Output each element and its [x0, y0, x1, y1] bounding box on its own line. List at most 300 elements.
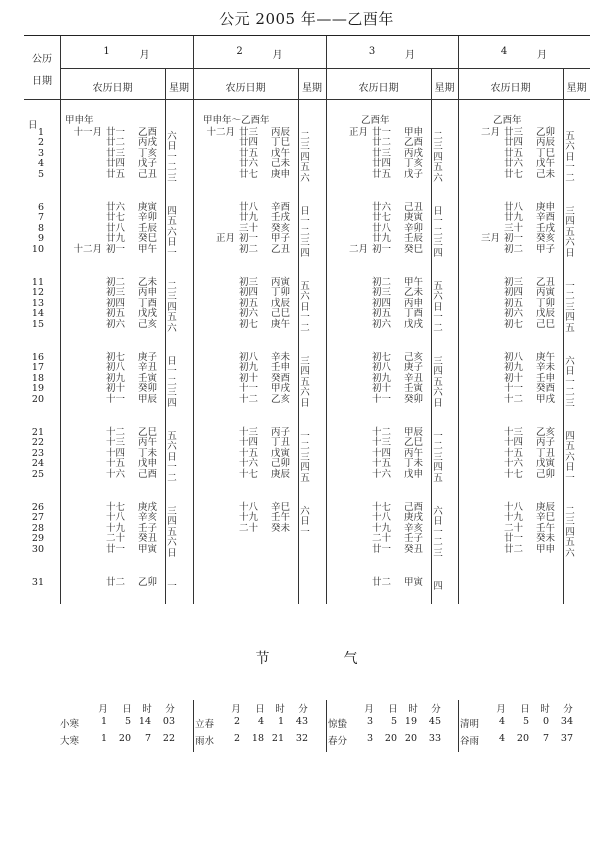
header-xingqi: 星期: [434, 83, 455, 94]
lunar-day: 十三: [372, 437, 392, 449]
jieqi-name: 春分: [328, 736, 348, 747]
lunar-month-label: 二月: [480, 127, 500, 138]
weekday: 一: [433, 312, 443, 324]
ganzhi: 壬戌: [271, 212, 291, 224]
lunar-day: 廿八: [106, 222, 126, 234]
solar-day: 28: [31, 522, 44, 534]
jieqi-value: 37: [560, 733, 573, 744]
lunar-day: 十七: [372, 502, 392, 513]
ganzhi: 癸亥: [536, 233, 556, 245]
solar-day: 25: [31, 468, 44, 480]
month-unit: 月: [139, 50, 150, 61]
ganzhi: 癸酉: [271, 372, 291, 384]
weekday: 二: [300, 322, 310, 334]
jieqi-title: 节 气: [255, 651, 388, 667]
ganzhi: 甲申: [536, 543, 556, 555]
lunar-day: 初六: [106, 318, 126, 330]
ganzhi: 庚戌: [404, 512, 424, 524]
ganzhi: 辛巳: [536, 512, 556, 524]
ganzhi: 丙寅: [536, 287, 556, 299]
header-xingqi: 星期: [169, 83, 189, 94]
lunar-day: 初一: [504, 233, 524, 245]
ganzhi: 癸丑: [138, 533, 158, 545]
weekday: 四: [167, 206, 177, 217]
ganzhi: 戊辰: [536, 308, 556, 320]
ganzhi: 庚申: [271, 168, 291, 180]
header-gongli: 公历: [32, 54, 52, 65]
lunar-day: 廿一: [106, 543, 126, 555]
lunar-day: 十三: [239, 427, 259, 438]
lunar-day: 廿七: [239, 168, 259, 180]
weekday: 六: [300, 387, 310, 399]
lunar-day: 十一: [239, 383, 259, 395]
weekday: 一: [565, 281, 575, 292]
jieqi-header: 日: [122, 704, 132, 715]
weekday: 六: [167, 226, 177, 238]
lunar-day: 廿二: [372, 577, 392, 588]
weekday: 四: [565, 216, 575, 228]
ganzhi: 癸亥: [271, 222, 291, 234]
ganzhi: 乙卯: [138, 577, 158, 588]
weekday: 日: [300, 516, 310, 528]
ganzhi: 丙戌: [404, 147, 424, 159]
jieqi-value: 20: [404, 733, 417, 744]
weekday: 三: [167, 387, 177, 399]
weekday: 五: [167, 526, 177, 538]
ganzhi: 辛酉: [536, 212, 556, 224]
weekday: 三: [300, 237, 310, 249]
ganzhi: 丁卯: [271, 287, 291, 299]
ganzhi: 乙未: [404, 287, 424, 299]
ganzhi: 戊子: [404, 168, 424, 180]
lunar-day: 廿五: [504, 147, 524, 159]
ganzhi: 乙丑: [271, 243, 291, 255]
weekday: 日: [300, 206, 310, 217]
ganzhi: 辛未: [536, 362, 556, 374]
weekday: 日: [167, 356, 177, 367]
header-riqi: 日期: [32, 76, 52, 87]
jieqi-name: 雨水: [195, 736, 215, 747]
ganzhi: 己未: [271, 158, 291, 170]
weekday: 二: [565, 506, 575, 517]
month-number: 2: [236, 46, 243, 57]
ganzhi: 甲辰: [404, 427, 424, 438]
solar-day: 8: [37, 222, 44, 234]
weekday: 三: [565, 206, 575, 217]
weekday: 六: [433, 387, 443, 399]
weekday: 五: [300, 162, 310, 174]
weekday: 日: [300, 301, 310, 313]
lunar-day: 十九: [239, 512, 259, 524]
ganzhi: 丁亥: [138, 147, 158, 159]
ganzhi: 辛酉: [271, 202, 291, 213]
lunar-day: 初三: [239, 277, 259, 288]
jieqi-value: 33: [428, 733, 441, 744]
lunar-day: 廿九: [239, 212, 259, 224]
lunar-day: 十五: [106, 458, 126, 470]
lunar-day: 廿三: [106, 147, 126, 159]
solar-day: 11: [31, 277, 44, 288]
jieqi-header: 分: [431, 704, 441, 715]
weekday: 六: [300, 172, 310, 184]
ganzhi: 己亥: [138, 318, 158, 330]
ganzhi: 戊申: [404, 468, 424, 480]
lunar-day: 初四: [504, 287, 524, 299]
weekday: 一: [167, 151, 177, 163]
weekday: 三: [300, 141, 310, 153]
ganzhi: 己卯: [536, 468, 556, 480]
lunar-day: 廿四: [106, 158, 126, 170]
lunar-year: 乙酉年: [361, 115, 390, 126]
lunar-day: 十六: [372, 468, 392, 480]
weekday: 二: [433, 131, 443, 142]
solar-day: 9: [37, 233, 44, 245]
solar-day: 1: [37, 127, 44, 138]
weekday: 一: [167, 581, 177, 592]
jieqi-value: 5: [522, 716, 529, 727]
jieqi-value: 20: [516, 733, 529, 744]
jieqi-header: 月: [231, 704, 241, 715]
ganzhi: 甲午: [404, 277, 424, 288]
weekday: 六: [167, 131, 177, 142]
jieqi-header: 月: [364, 704, 374, 715]
ganzhi: 己亥: [404, 352, 424, 363]
weekday: 五: [565, 537, 575, 549]
jieqi-value: 19: [404, 716, 417, 727]
jieqi-value: 20: [384, 733, 397, 744]
ganzhi: 己酉: [404, 502, 424, 513]
lunar-day: 初二: [239, 243, 259, 255]
ganzhi: 乙酉: [138, 127, 158, 138]
weekday: 二: [433, 441, 443, 453]
weekday: 六: [167, 537, 177, 549]
lunar-day: 初八: [372, 362, 392, 374]
jieqi-value: 3: [366, 716, 373, 727]
jieqi-value: 0: [542, 716, 549, 727]
lunar-year: 甲申年～乙酉年: [203, 115, 270, 126]
ganzhi: 丁亥: [404, 158, 424, 170]
ganzhi: 己丑: [138, 168, 158, 180]
weekday: 四: [433, 462, 443, 474]
weekday: 一: [167, 366, 177, 378]
jieqi-divider: [458, 700, 459, 752]
lunar-day: 十七: [106, 502, 126, 513]
ganzhi: 壬戌: [536, 222, 556, 234]
ganzhi: 戊戌: [404, 318, 424, 330]
weekday: 日: [433, 206, 443, 217]
ganzhi: 庚申: [536, 202, 556, 213]
lunar-day: 二十: [372, 533, 392, 545]
ganzhi: 甲子: [271, 233, 291, 245]
jieqi-value: 7: [542, 733, 549, 744]
lunar-day: 廿七: [504, 168, 524, 180]
ganzhi: 癸巳: [138, 233, 158, 245]
weekday: 日: [565, 151, 575, 163]
solar-day: 29: [31, 533, 44, 545]
weekday: 六: [433, 506, 443, 517]
lunar-month-label: 十一月: [73, 127, 102, 138]
lunar-day: 初二: [372, 277, 392, 288]
weekday: 二: [167, 376, 177, 388]
ganzhi: 戊辰: [271, 297, 291, 309]
lunar-day: 初十: [106, 383, 126, 395]
ganzhi: 戊戌: [138, 308, 158, 320]
jieqi-divider: [193, 700, 194, 752]
weekday: 三: [300, 356, 310, 367]
ganzhi: 甲寅: [404, 577, 424, 588]
ganzhi: 壬寅: [404, 383, 424, 395]
weekday: 五: [167, 312, 177, 324]
lunar-day: 初九: [504, 362, 524, 374]
weekday: 日: [433, 301, 443, 313]
jieqi-divider: [326, 700, 327, 752]
lunar-day: 初二: [106, 277, 126, 288]
lunar-day: 廿一: [372, 127, 392, 138]
lunar-day: 廿二: [372, 137, 392, 149]
ganzhi: 丙申: [404, 297, 424, 309]
header-rule: [60, 68, 590, 69]
lunar-day: 初三: [372, 287, 392, 299]
lunar-day: 初五: [504, 297, 524, 309]
ganzhi: 癸未: [271, 522, 291, 534]
lunar-day: 初八: [239, 352, 259, 363]
lunar-day: 十八: [372, 512, 392, 524]
weekday: 四: [565, 526, 575, 538]
month-unit: 月: [272, 50, 283, 61]
weekday: 日: [565, 247, 575, 259]
jieqi-header: 时: [275, 704, 285, 715]
ganzhi: 辛丑: [138, 362, 158, 374]
ganzhi: 庚辰: [536, 502, 556, 513]
solar-day: 15: [31, 318, 44, 330]
lunar-day: 初九: [106, 372, 126, 384]
lunar-day: 初五: [372, 308, 392, 320]
lunar-day: 初六: [372, 318, 392, 330]
weekday: 二: [433, 322, 443, 334]
lunar-day: 廿四: [372, 158, 392, 170]
lunar-day: 初三: [504, 277, 524, 288]
lunar-year: 甲申年: [65, 115, 94, 126]
jieqi-header: 分: [563, 704, 573, 715]
month-unit: 月: [537, 50, 547, 61]
jieqi-name: 小寒: [60, 719, 80, 730]
weekday: 三: [167, 506, 177, 517]
lunar-day: 廿九: [504, 212, 524, 224]
ganzhi: 丙申: [138, 287, 158, 299]
weekday: 五: [433, 376, 443, 388]
lunar-day: 十八: [106, 512, 126, 524]
solar-day: 2: [37, 137, 44, 149]
ganzhi: 戊寅: [536, 458, 556, 470]
ganzhi: 甲寅: [138, 543, 158, 555]
jieqi-header: 时: [540, 704, 550, 715]
lunar-day: 初六: [504, 308, 524, 320]
weekday: 四: [565, 312, 575, 324]
solar-day: 18: [31, 372, 44, 384]
ganzhi: 丙午: [404, 447, 424, 459]
lunar-day: 廿一: [372, 543, 392, 555]
jieqi-value: 2: [233, 716, 240, 727]
lunar-day: 初五: [239, 297, 259, 309]
weekday: 三: [433, 451, 443, 463]
lunar-day: 初九: [239, 362, 259, 374]
jieqi-value: 7: [144, 733, 151, 744]
ganzhi: 癸丑: [404, 543, 424, 555]
header-xingqi: 星期: [566, 83, 587, 94]
solar-day: 6: [37, 202, 44, 213]
jieqi-name: 立春: [195, 719, 215, 730]
weekday: 五: [300, 281, 310, 292]
lunar-day: 廿六: [504, 158, 524, 170]
weekday: 一: [167, 462, 177, 474]
weekday: 四: [565, 431, 575, 442]
weekday: 六: [433, 291, 443, 303]
weekday: 六: [565, 237, 575, 249]
weekday: 一: [433, 216, 443, 228]
weekday: 五: [167, 431, 177, 442]
lunar-day: 十三: [504, 427, 524, 438]
solar-day: 27: [31, 512, 44, 524]
weekday: 二: [167, 162, 177, 174]
ganzhi: 丁未: [404, 458, 424, 470]
lunar-day: 初十: [372, 383, 392, 395]
weekday: 三: [565, 301, 575, 313]
lunar-day: 廿九: [372, 233, 392, 245]
lunar-day: 初一: [372, 243, 392, 255]
lunar-day: 初一: [106, 243, 126, 255]
ganzhi: 庚寅: [404, 212, 424, 224]
weekday: 四: [433, 151, 443, 163]
weekday: 一: [433, 526, 443, 538]
jieqi-header: 月: [496, 704, 506, 715]
jieqi-value: 18: [251, 733, 264, 744]
lunar-day: 初十: [504, 372, 524, 384]
ganzhi: 戊寅: [271, 447, 291, 459]
lunar-day: 十一: [504, 383, 524, 395]
lunar-day: 初九: [372, 372, 392, 384]
table-top-rule: [24, 35, 590, 36]
weekday: 六: [565, 141, 575, 153]
solar-day: 23: [31, 447, 44, 459]
lunar-month-label: 三月: [480, 233, 500, 245]
weekday: 二: [300, 441, 310, 453]
lunar-day: 十四: [372, 447, 392, 459]
jieqi-value: 4: [498, 733, 505, 744]
weekday: 日: [433, 516, 443, 528]
ganzhi: 乙丑: [536, 277, 556, 288]
solar-day: 12: [31, 287, 44, 299]
ganzhi: 己丑: [404, 202, 424, 213]
solar-day: 4: [37, 158, 44, 170]
ganzhi: 丁丑: [271, 437, 291, 449]
day-label: 日: [28, 120, 38, 131]
lunar-day: 初一: [239, 233, 259, 245]
weekday: 一: [167, 247, 177, 259]
lunar-day: 廿五: [372, 168, 392, 180]
weekday: 四: [300, 462, 310, 474]
weekday: 三: [300, 451, 310, 463]
solar-day: 7: [37, 212, 44, 224]
lunar-day: 廿三: [504, 127, 524, 138]
ganzhi: 癸卯: [404, 393, 424, 405]
jieqi-value: 20: [118, 733, 131, 744]
weekday: 一: [300, 526, 310, 538]
solar-day: 3: [37, 147, 44, 159]
lunar-year: 乙酉年: [493, 115, 522, 126]
weekday: 五: [300, 376, 310, 388]
ganzhi: 庚戌: [138, 502, 158, 513]
ganzhi: 乙巳: [404, 437, 424, 449]
weekday: 四: [300, 366, 310, 378]
jieqi-value: 1: [100, 733, 107, 744]
weekday: 日: [167, 237, 177, 249]
ganzhi: 壬辰: [138, 222, 158, 234]
weekday: 日: [167, 451, 177, 463]
lunar-month-label: 正月: [348, 127, 368, 138]
ganzhi: 乙巳: [138, 427, 158, 438]
jieqi-value: 1: [100, 716, 107, 727]
weekday: 六: [167, 441, 177, 453]
ganzhi: 壬申: [536, 372, 556, 384]
solar-day: 21: [31, 427, 44, 438]
jieqi-name: 谷雨: [460, 736, 480, 747]
lunar-day: 廿二: [106, 137, 126, 149]
solar-day: 17: [31, 362, 44, 374]
ganzhi: 丁卯: [536, 297, 556, 309]
lunar-day: 廿六: [106, 202, 126, 213]
month-number: 3: [368, 46, 376, 57]
lunar-day: 十六: [106, 468, 126, 480]
solar-day: 16: [31, 352, 44, 363]
jieqi-header: 日: [388, 704, 398, 715]
weekday: 六: [167, 322, 177, 334]
table-divider: [193, 36, 194, 604]
ganzhi: 丁未: [138, 447, 158, 459]
weekday: 五: [565, 322, 575, 334]
ganzhi: 丙午: [138, 437, 158, 449]
lunar-month-label: 十二月: [206, 127, 235, 138]
ganzhi: 辛亥: [138, 512, 158, 524]
weekday: 三: [167, 172, 177, 184]
lunar-day: 廿八: [372, 222, 392, 234]
weekday: 六: [565, 451, 575, 463]
lunar-day: 十八: [239, 502, 259, 513]
jieqi-value: 4: [498, 716, 505, 727]
lunar-day: 十九: [504, 512, 524, 524]
weekday: 二: [300, 226, 310, 238]
lunar-day: 十三: [106, 437, 126, 449]
lunar-day: 二十: [239, 522, 259, 534]
lunar-day: 十一: [372, 393, 392, 405]
weekday: 日: [433, 397, 443, 409]
ganzhi: 庚午: [271, 318, 291, 330]
weekday: 五: [300, 472, 310, 484]
lunar-day: 初十: [239, 372, 259, 384]
jieqi-header: 分: [298, 704, 308, 715]
weekday: 二: [433, 226, 443, 238]
lunar-day: 十五: [239, 447, 259, 459]
ganzhi: 丁酉: [138, 297, 158, 309]
lunar-day: 三十: [504, 222, 524, 234]
jieqi-value: 5: [390, 716, 397, 727]
lunar-day: 初七: [504, 318, 524, 330]
ganzhi: 戊申: [138, 458, 158, 470]
lunar-day: 十二: [239, 393, 259, 405]
lunar-day: 廿六: [239, 158, 259, 170]
table-divider: [458, 36, 459, 604]
lunar-day: 廿五: [106, 168, 126, 180]
weekday: 日: [565, 366, 575, 378]
